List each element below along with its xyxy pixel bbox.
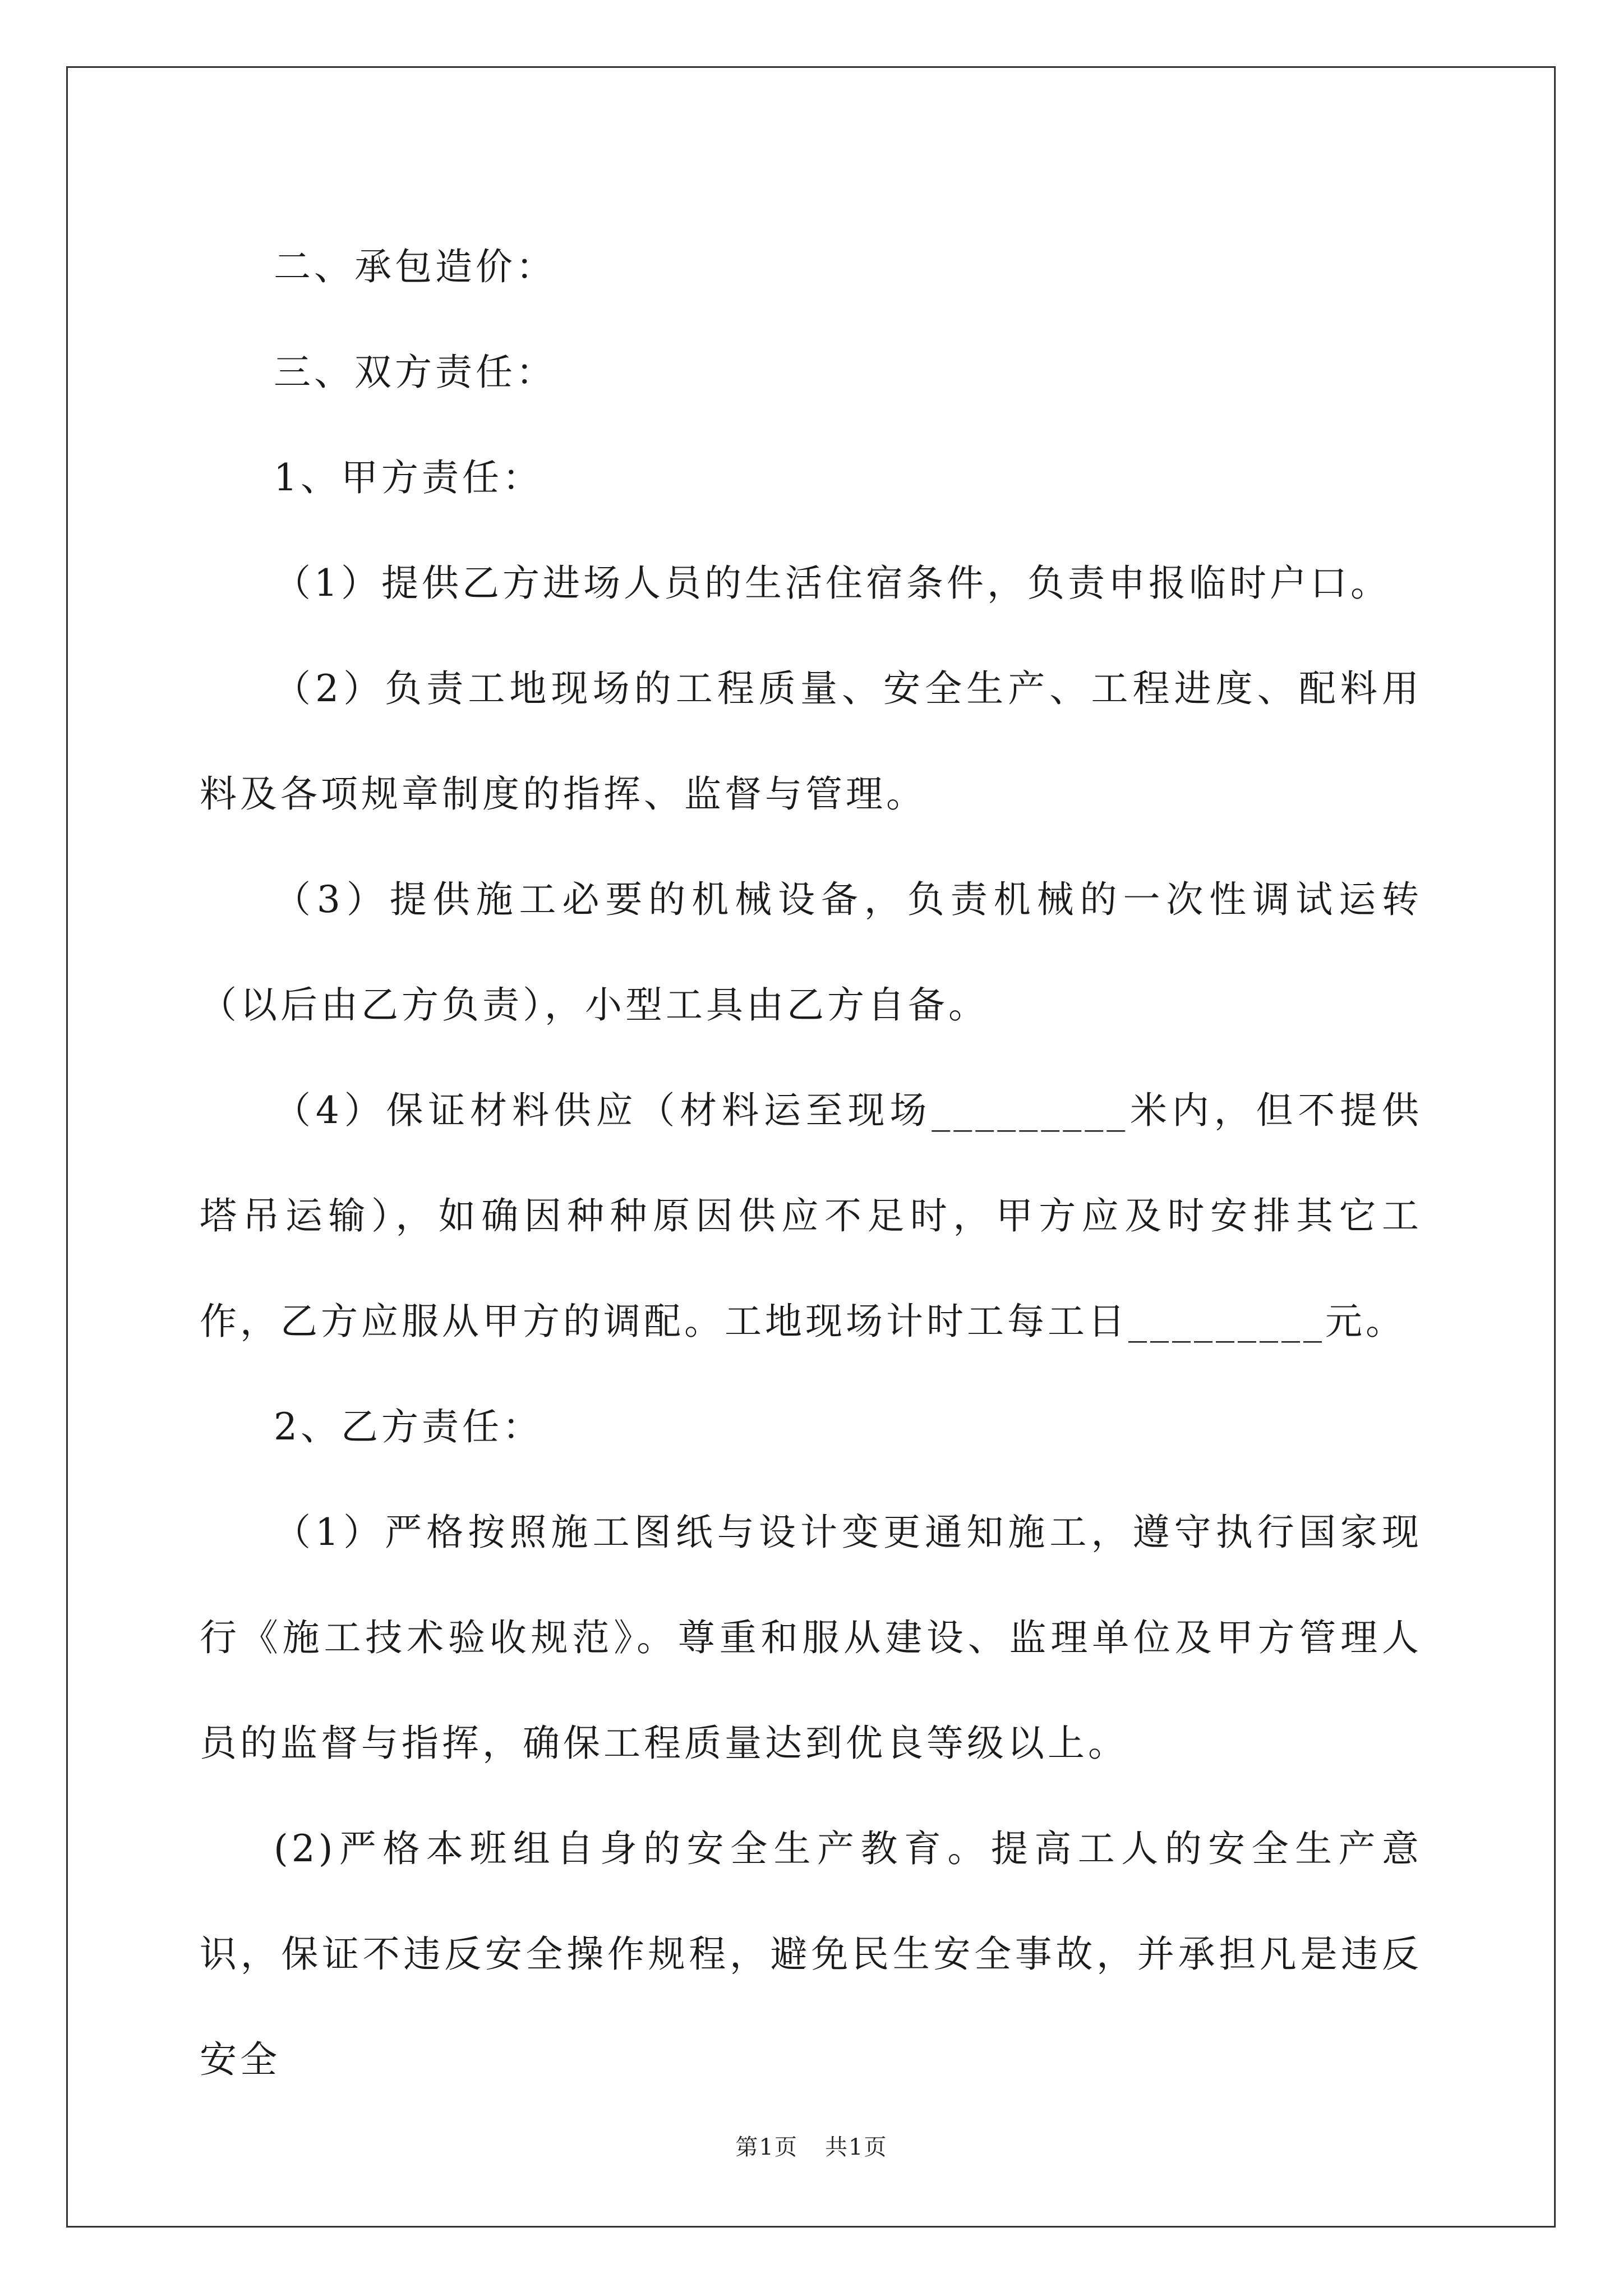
paragraph: （2）负责工地现场的工程质量、安全生产、工程进度、配料用料及各项规章制度的指挥、监督与管理。: [200, 667, 1422, 816]
paragraph: （4）保证材料供应（材料运至现场_________米内，但不提供塔吊运输），如确因种种原因供应不足时，甲方应及时安排其它工作，乙方应服从甲方的调配。工地现场计时工每工日_________元。: [200, 1089, 1422, 1343]
document-body: [200, 214, 1422, 2113]
paragraph: （3）提供施工必要的机械设备，负责机械的一次性调试运转（以后由乙方负责），小型工具由乙方自备。: [200, 878, 1422, 1027]
paragraph: （1）提供乙方进场人员的生活住宿条件，负责申报临时户口。: [274, 562, 1391, 605]
paragraph: 2、乙方责任：: [274, 1405, 543, 1448]
page-number-current: 第1页: [735, 2134, 798, 2160]
paragraph: 1、甲方责任：: [274, 456, 543, 499]
paragraph: (2)严格本班组自身的安全生产教育。提高工人的安全生产意识，保证不违反安全操作规程，避免民生安全事故，并承担凡是违反安全: [200, 1827, 1422, 2081]
paragraph: （1）严格按照施工图纸与设计变更通知施工，遵守执行国家现行《施工技术验收规范》。尊重和服从建设、监理单位及甲方管理人员的监督与指挥，确保工程质量达到优良等级以上。: [200, 1511, 1422, 1765]
page-footer: [0, 2131, 1623, 2164]
paragraph: 三、双方责任：: [274, 351, 556, 394]
paragraph: 二、承包造价：: [274, 245, 556, 288]
page-number-total: 共1页: [825, 2134, 888, 2160]
